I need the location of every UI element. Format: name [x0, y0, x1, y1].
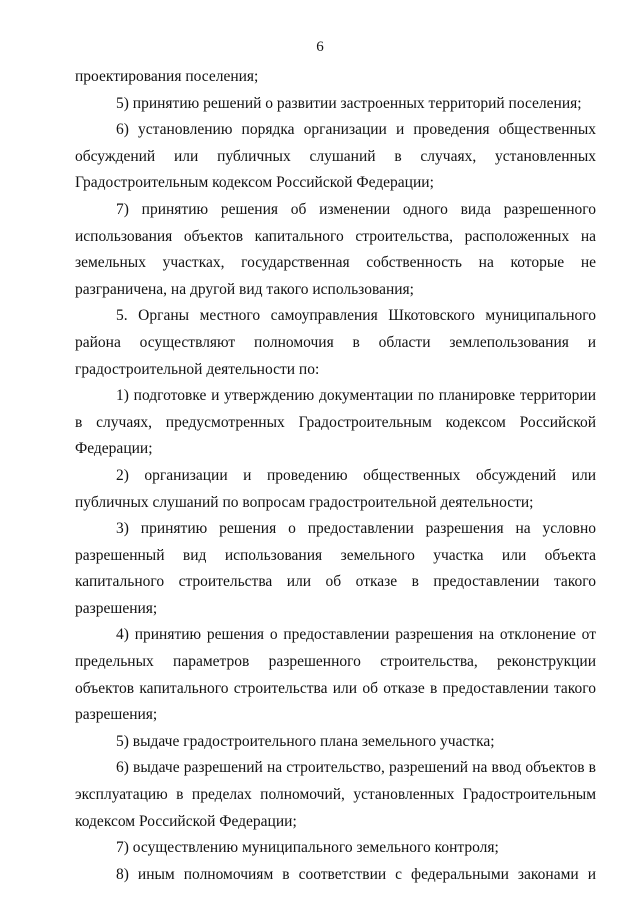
list-item-5-development-decisions: 5) принятию решений о развитии застроенных территорий поселения; [116, 94, 582, 112]
list-item-3-conditional-use-permit: 3) принятию решения о предоставлении разрешения на условно разрешенный вид использования земельного участка или объекта капитального строительства или об отказе в предоставлении такого разрешения; [75, 520, 596, 617]
list-item-7-land-control: 7) осуществлению муниципального земельного контроля; [116, 839, 499, 857]
list-item-6-construction-permits: 6) выдаче разрешений на строительство, разрешений на ввод объектов в эксплуатацию в пределах полномочий, установленных Градостроительным кодексом Российской Федерации; [75, 759, 596, 830]
list-item-7-land-use-change: 7) принятию решения об изменении одного вида разрешенного использования объектов капитального строительства, расположенных на земельных участках, государственная собственность на которые не разграничена, на другой вид такого использования; [75, 200, 596, 298]
section-5-district-powers: 5. Органы местного самоуправления Шкотовского муниципального района осуществляют полномочия в области землепользования и градостроительной деятельности по: [75, 307, 596, 378]
list-item-2-public-discussions: 2) организации и проведению общественных обсуждений или публичных слушаний по вопросам градостроительной деятельности; [75, 466, 596, 511]
list-item-4-deviation-permit: 4) принятию решения о предоставлении разрешения на отклонение от предельных параметров разрешенного строительства, реконструкции объектов капитального строительства или об отказе в предоставлении такого разрешения; [75, 626, 596, 724]
list-item-5-urban-plan-issuance: 5) выдаче градостроительного плана земельного участка; [116, 732, 495, 750]
list-item-8-other-powers: 8) иным полномочиям в соответствии с федеральными законами и [116, 865, 596, 883]
paragraph-continuation: проектирования поселения; [75, 68, 259, 85]
list-item-1-planning-documentation: 1) подготовке и утверждению документации по планировке территории в случаях, предусмотренных Градостроительным кодексом Российской Федерации; [75, 387, 596, 458]
page-number: 6 [316, 39, 324, 55]
document-body [75, 64, 596, 888]
list-item-6-public-hearings-procedure: 6) установлению порядка организации и проведения общественных обсуждений или публичных слушаний в случаях, установленных Градостроительным кодексом Российской Федерации; [75, 121, 596, 192]
